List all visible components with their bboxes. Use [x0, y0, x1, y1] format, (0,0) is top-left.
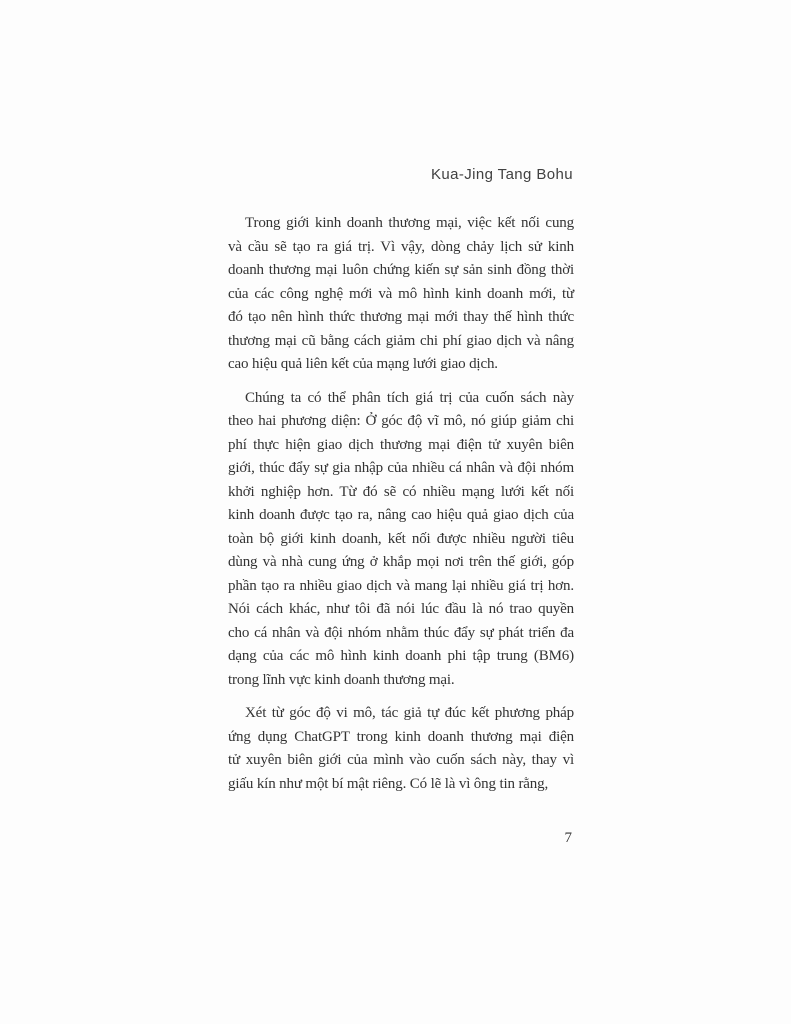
text-line: và cầu sẽ tạo ra giá trị. Vì vậy, dòng chảy lịch sử kinh	[228, 238, 574, 255]
text-line: Chúng ta có thể phân tích giá trị của cuốn sách này	[245, 389, 574, 406]
paragraph	[228, 212, 574, 377]
text-line: phần tạo ra nhiều giao dịch và mang lại nhiều giá trị hơn.	[228, 577, 574, 594]
text-line: toàn bộ giới kinh doanh, kết nối được nhiều người tiêu	[228, 530, 574, 547]
text-line: dùng và nhà cung ứng ở khắp mọi nơi trên thế giới, góp	[228, 554, 574, 570]
text-line: khởi nghiệp hơn. Từ đó sẽ có nhiều mạng lưới kết nối	[228, 483, 574, 500]
text-line: ứng dụng ChatGPT trong kinh doanh thương mại điện	[228, 728, 574, 745]
text-line: cho cá nhân và đội nhóm nhằm thúc đẩy sự phát triển đa	[228, 624, 574, 641]
text-line: của các công nghệ mới và mô hình kinh doanh mới, từ	[228, 285, 574, 302]
page-number: 7	[564, 830, 572, 846]
text-line: giấu kín như một bí mật riêng. Có lẽ là vì ông tin rằng,	[228, 775, 549, 792]
text-line: dạng của các mô hình kinh doanh phi tập trung (BM6)	[228, 648, 574, 664]
paragraph	[228, 702, 574, 796]
body-text	[228, 212, 574, 806]
text-line: thương mại cũ bằng cách giảm chi phí giao dịch và nâng	[228, 332, 574, 349]
text-line: đó tạo nên hình thức thương mại mới thay thế hình thức	[228, 309, 574, 325]
text-line: theo hai phương diện: Ở góc độ vĩ mô, nó giúp giảm chi	[228, 413, 574, 429]
text-line: doanh thương mại luôn chứng kiến sự sản sinh đồng thời	[228, 262, 574, 278]
text-line: phí thực hiện giao dịch thương mại điện tử xuyên biên	[228, 436, 574, 453]
running-header: Kua-Jing Tang Bohu	[430, 166, 573, 183]
text-line: giới, thúc đẩy sự gia nhập của nhiều cá nhân và đội nhóm	[228, 460, 574, 476]
paragraph	[228, 387, 574, 693]
text-line: cao hiệu quả liên kết của mạng lưới giao dịch.	[228, 356, 498, 372]
text-line: Trong giới kinh doanh thương mại, việc kết nối cung	[245, 215, 574, 231]
text-line: tử xuyên biên giới của mình vào cuốn sách này, thay vì	[228, 752, 574, 768]
text-line: kinh doanh được tạo ra, nâng cao hiệu quả giao dịch của	[228, 507, 574, 523]
text-line: Nói cách khác, như tôi đã nói lúc đầu là nó trao quyền	[228, 601, 574, 617]
text-line: Xét từ góc độ vi mô, tác giả tự đúc kết phương pháp	[245, 705, 574, 721]
text-line: trong lĩnh vực kinh doanh thương mại.	[228, 671, 455, 688]
